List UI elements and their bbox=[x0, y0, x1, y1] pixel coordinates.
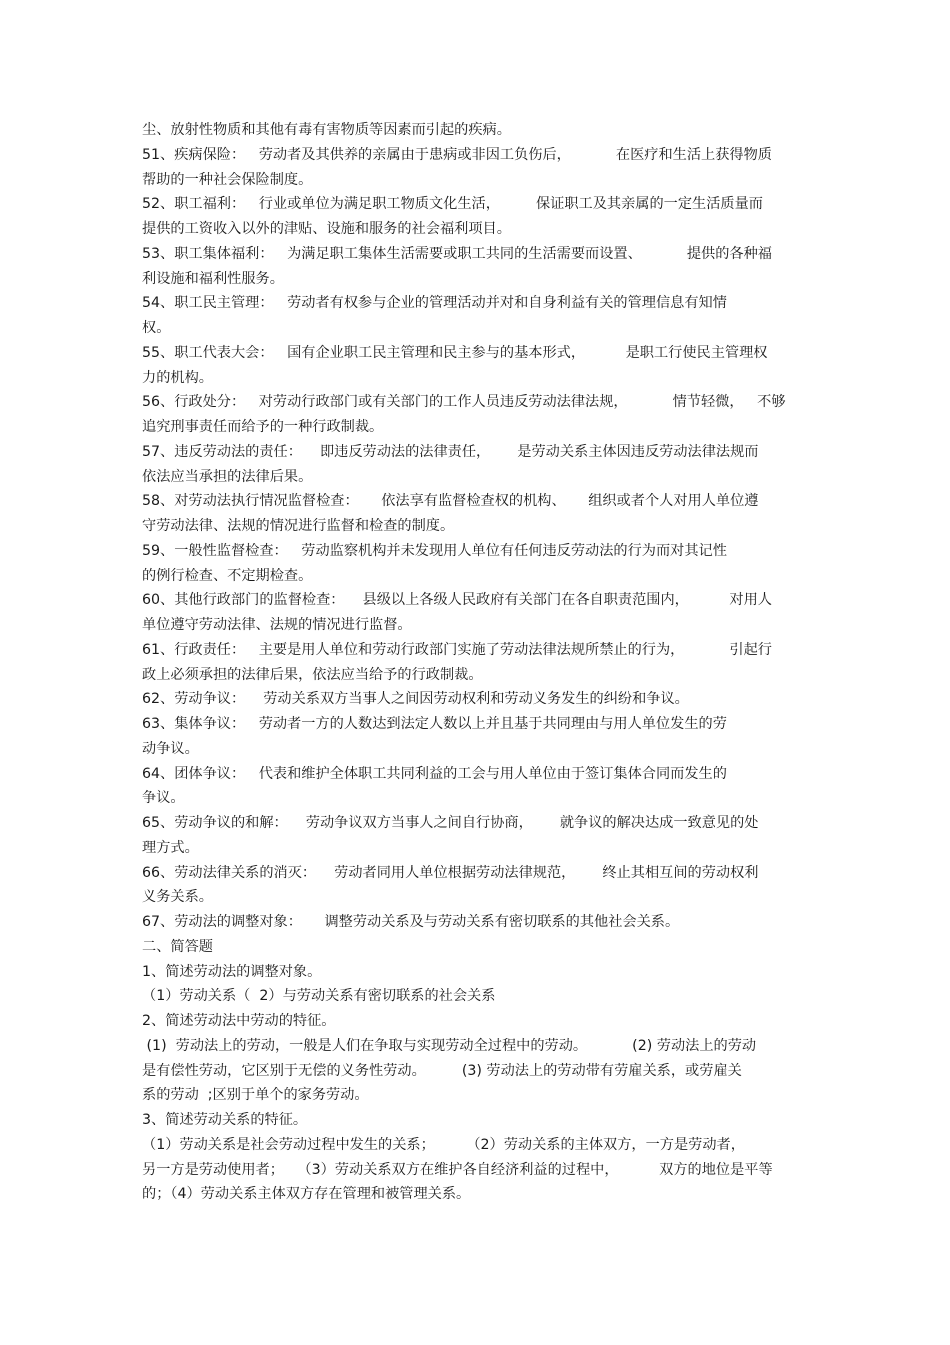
text-line: （1）劳动关系是社会劳动过程中发生的关系； （2）劳动关系的主体双方，一方是劳动者， bbox=[142, 1136, 745, 1153]
question-heading: 1、简述劳动法的调整对象。 bbox=[142, 963, 322, 980]
text-line: 理方式。 bbox=[142, 839, 199, 856]
text-line: 的；（4）劳动关系主体双方存在管理和被管理关系。 bbox=[142, 1186, 471, 1203]
section-heading: 二、简答题 bbox=[142, 938, 213, 955]
text-line: 单位遵守劳动法律、法规的情况进行监督。 bbox=[142, 617, 412, 633]
text-line: 55、职工代表大会： 国有企业职工民主管理和民主参与的基本形式， 是职工行使民主管理权 bbox=[142, 344, 768, 361]
text-line: （1）劳动关系（ 2）与劳动关系有密切联系的社会关系 bbox=[142, 988, 496, 1005]
text-line: 66、劳动法律关系的消灭： 劳动者同用人单位根据劳动法律规范， 终止其相互间的劳动权利 bbox=[142, 864, 759, 881]
text-line: 60、其他行政部门的监督检查： 县级以上各级人民政府有关部门在各自职责范围内， 对用人 bbox=[142, 592, 772, 609]
text-line: 57、违反劳动法的责任： 即违反劳动法的法律责任， 是劳动关系主体因违反劳动法律法规而 bbox=[142, 443, 759, 460]
text-line: (1) 劳动法上的劳动，一般是人们在争取与实现劳动全过程中的劳动。 (2) 劳动法上的劳动 bbox=[142, 1037, 757, 1054]
text-line: 是有偿性劳动，它区别于无偿的义务性劳动。 (3) 劳动法上的劳动带有劳雇关系，或劳雇关 bbox=[142, 1062, 742, 1079]
text-line: 67、劳动法的调整对象： 调整劳动关系及与劳动关系有密切联系的其他社会关系。 bbox=[142, 914, 680, 930]
text-line: 65、劳动争议的和解： 劳动争议双方当事人之间自行协商， 就争议的解决达成一致意见的处 bbox=[142, 815, 759, 831]
text-line: 58、对劳动法执行情况监督检查： 依法享有监督检查权的机构、 组织或者个人对用人单位遵 bbox=[142, 493, 759, 510]
text-line: 62、劳动争议： 劳动关系双方当事人之间因劳动权利和劳动义务发生的纠纷和争议。 bbox=[142, 691, 689, 708]
text-line: 帮助的一种社会保险制度。 bbox=[142, 171, 313, 188]
text-line: 权。 bbox=[142, 320, 171, 336]
text-line: 52、职工福利： 行业或单位为满足职工物质文化生活， 保证职工及其亲属的一定生活质量而 bbox=[142, 196, 763, 213]
text-line: 系的劳动 ;区别于单个的家务劳动。 bbox=[142, 1087, 369, 1104]
text-line: 61、行政责任： 主要是用人单位和劳动行政部门实施了劳动法律法规所禁止的行为， 引起行 bbox=[142, 641, 772, 658]
document-body bbox=[142, 118, 812, 1207]
text-line: 另一方是劳动使用者； （3）劳动关系双方在维护各自经济利益的过程中， 双方的地位是平等 bbox=[142, 1161, 773, 1178]
text-line: 争议。 bbox=[142, 790, 185, 807]
text-line: 追究刑事责任而给予的一种行政制裁。 bbox=[142, 419, 384, 435]
text-line: 依法应当承担的法律后果。 bbox=[142, 468, 313, 485]
text-line: 54、职工民主管理： 劳动者有权参与企业的管理活动并对和自身利益有关的管理信息有知情 bbox=[142, 295, 727, 312]
text-line: 59、一般性监督检查： 劳动监察机构并未发现用人单位有任何违反劳动法的行为而对其记性 bbox=[142, 542, 727, 559]
text-line: 的例行检查、不定期检查。 bbox=[142, 567, 313, 584]
question-heading: 2、简述劳动法中劳动的特征。 bbox=[142, 1013, 336, 1029]
text-line: 64、团体争议： 代表和维护全体职工共同利益的工会与用人单位由于签订集体合同而发生的 bbox=[142, 765, 727, 782]
text-line: 力的机构。 bbox=[142, 369, 213, 386]
text-line: 63、集体争议： 劳动者一方的人数达到法定人数以上并且基于共同理由与用人单位发生的劳 bbox=[142, 716, 727, 732]
text-line: 56、行政处分： 对劳动行政部门或有关部门的工作人员违反劳动法律法规， 情节轻微， 不够 bbox=[142, 394, 786, 411]
text-line: 利设施和福利性服务。 bbox=[142, 270, 284, 287]
text-line: 提供的工资收入以外的津贴、设施和服务的社会福利项目。 bbox=[142, 221, 511, 237]
text-line: 守劳动法律、法规的情况进行监督和检查的制度。 bbox=[142, 518, 455, 534]
text-line: 义务关系。 bbox=[142, 889, 213, 906]
text-line: 政上必须承担的法律后果，依法应当给予的行政制裁。 bbox=[142, 666, 483, 683]
text-line: 51、疾病保险： 劳动者及其供养的亲属由于患病或非因工负伤后， 在医疗和生活上获得物质 bbox=[142, 146, 772, 163]
text-line: 动争议。 bbox=[142, 740, 199, 757]
text-line: 尘、放射性物质和其他有毒有害物质等因素而引起的疾病。 bbox=[142, 122, 511, 138]
text-line: 53、职工集体福利： 为满足职工集体生活需要或职工共同的生活需要而设置、 提供的各种福 bbox=[142, 245, 772, 262]
question-heading: 3、简述劳动关系的特征。 bbox=[142, 1112, 308, 1128]
